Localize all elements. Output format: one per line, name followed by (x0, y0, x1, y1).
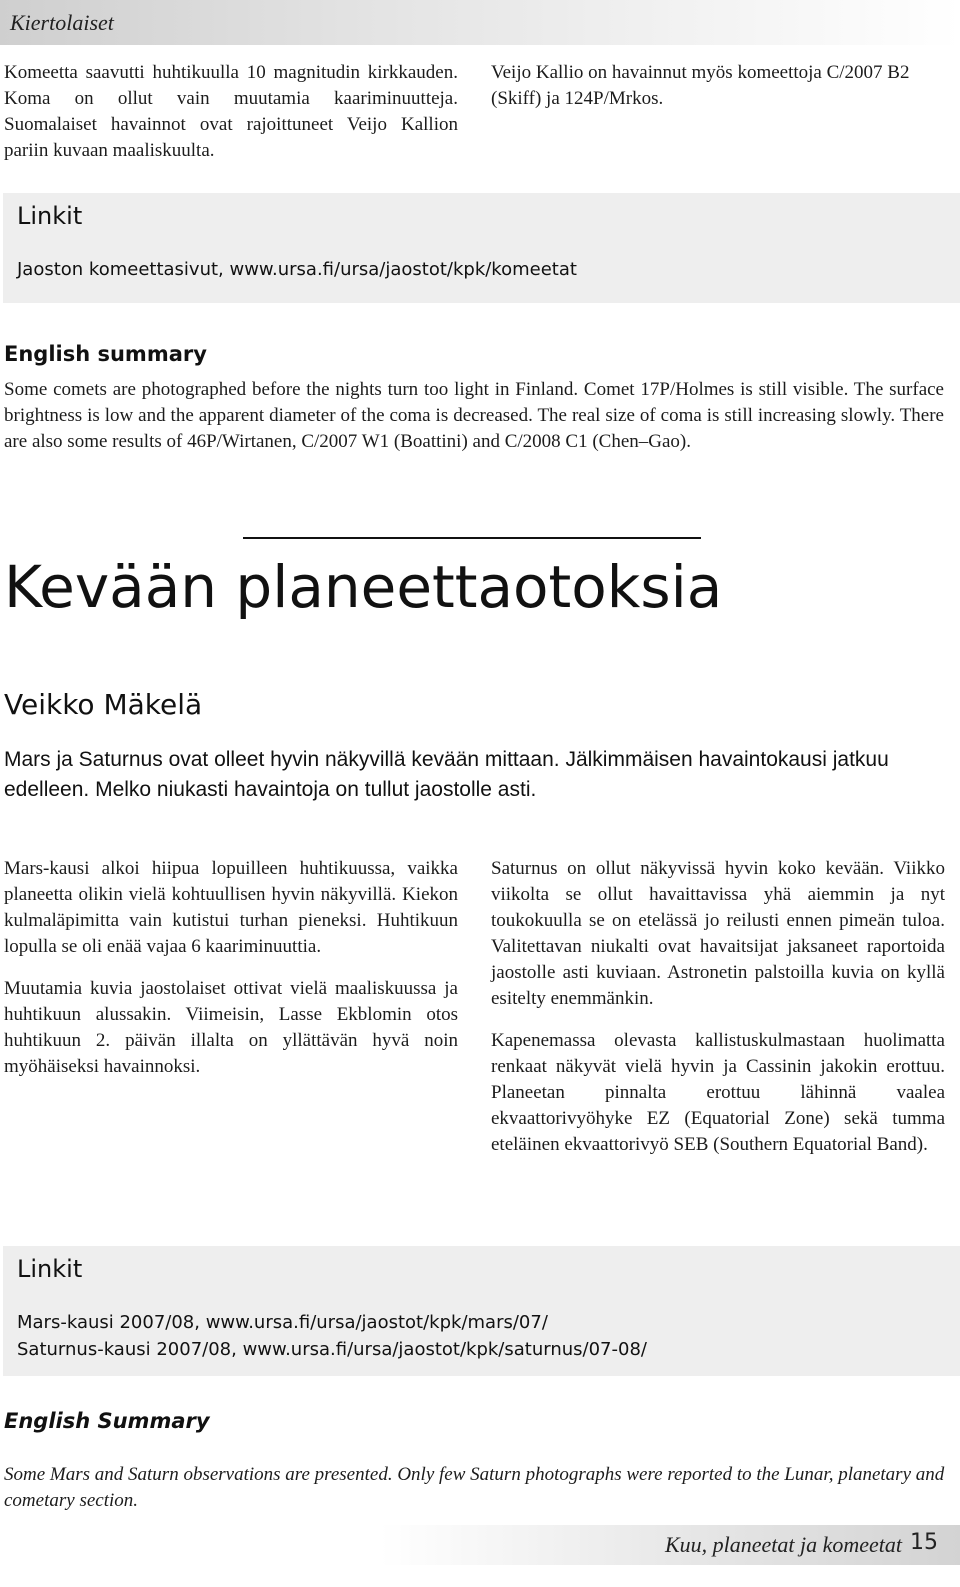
article-column-right (491, 856, 945, 1158)
article-author: Veikko Mäkelä (4, 688, 203, 721)
links-box (3, 193, 960, 303)
section-header-band (0, 0, 960, 45)
article-paragraph: Muutamia kuvia jaostolaiset ottivat vielä maaliskuussa ja huhtikuun alussakin. Viimeisin, Lasse Ekblomin otos huhtikuun 2. päivän illalta on yllättävän hyvä noin myöhäiseksi havainnoksi. (4, 978, 458, 1077)
article-column-left (4, 856, 458, 1080)
magazine-name: Kuu, planeetat ja komeetat (664, 1532, 902, 1557)
article-title: Kevään planeettaotoksia (4, 553, 723, 621)
english-summary-title: English summary (4, 342, 207, 366)
link-item[interactable]: Mars-kausi 2007/08, www.ursa.fi/ursa/jaostot/kpk/mars/07/ (17, 1312, 548, 1333)
link-item[interactable]: Saturnus-kausi 2007/08, www.ursa.fi/ursa/jaostot/kpk/saturnus/07-08/ (17, 1339, 647, 1360)
comet-text-right (491, 60, 953, 112)
english-summary-title: English Summary (4, 1409, 210, 1433)
links-title: Linkit (17, 202, 83, 230)
comet-text-left (4, 60, 458, 164)
english-summary-text: Some Mars and Saturn observations are presented. Only few Saturn photographs were reported to the Lunar, planetary and cometary section. (4, 1464, 945, 1511)
article-paragraph: Kapenemassa olevasta kallistuskulmastaan huolimatta renkaat näkyvät vielä hyvin ja Cassinin jakokin erottuu. Planeetan pinnalta erottuu lähinnä vaalea ekvaattorivyöhyke EZ (Equatorial Zone) sekä tumma eteläinen ekvaattorivyö SEB (Southern Equatorial Band). (491, 1030, 945, 1155)
english-summary-text: Some comets are photographed before the nights turn too light in Finland. Comet 17P/Holmes is still visible. The surface brightness is low and the apparent diameter of the coma is decreased. The real size of coma is still increasing slowly. There are also some results of 46P/Wirtanen, C/2007 W1 (Boattini) and C/2008 C1 (Chen–Gao). (4, 379, 944, 452)
page-number: 15 (910, 1530, 938, 1555)
links-title: Linkit (17, 1255, 83, 1283)
article-lead: Mars ja Saturnus ovat olleet hyvin näkyvillä kevään mittaan. Jälkimmäisen havaintokausi jatkuu edelleen. Melko niukasti havaintoja on tullut jaostolle asti. (4, 748, 889, 801)
comet-paragraph: Veijo Kallio on havainnut myös komeettoja C/2007 B2 (Skiff) ja 124P/Mrkos. (491, 62, 910, 109)
article-paragraph: Mars-kausi alkoi hiipua lopuilleen huhtikuussa, vaikka planeetta olikin vielä kohtuullisen hyvin näkyvillä. Kiekon kulmaläpimitta vain kutistui turhan pieneksi. Huhtikuun lopulla se oli enää vajaa 6 kaariminuuttia. (4, 858, 458, 957)
comet-paragraph: Komeetta saavutti huhtikuulla 10 magnitudin kirkkauden. Koma on ollut vain muutamia kaariminuutteja. Suomalaiset havainnot ovat rajoittuneet Veijo Kallion pariin kuvaan maaliskuulta. (4, 62, 458, 161)
link-item[interactable]: Jaoston komeettasivut, www.ursa.fi/ursa/jaostot/kpk/komeetat (17, 259, 577, 280)
section-title: Kiertolaiset (10, 10, 114, 35)
title-rule (243, 537, 701, 539)
article-paragraph: Saturnus on ollut näkyvissä hyvin koko kevään. Viikko viikolta se ollut havaittavissa yhä aiemmin ja nyt toukokuulla se on etelässä jo reilusti ennen pimeän tuloa. Valitettavan niukalti ovat havaitsijat jaksaneet raportoida jaostolle asti kuviaan. Astronetin palstoilla kuvia on kyllä esitelty enemmänkin. (491, 858, 945, 1009)
